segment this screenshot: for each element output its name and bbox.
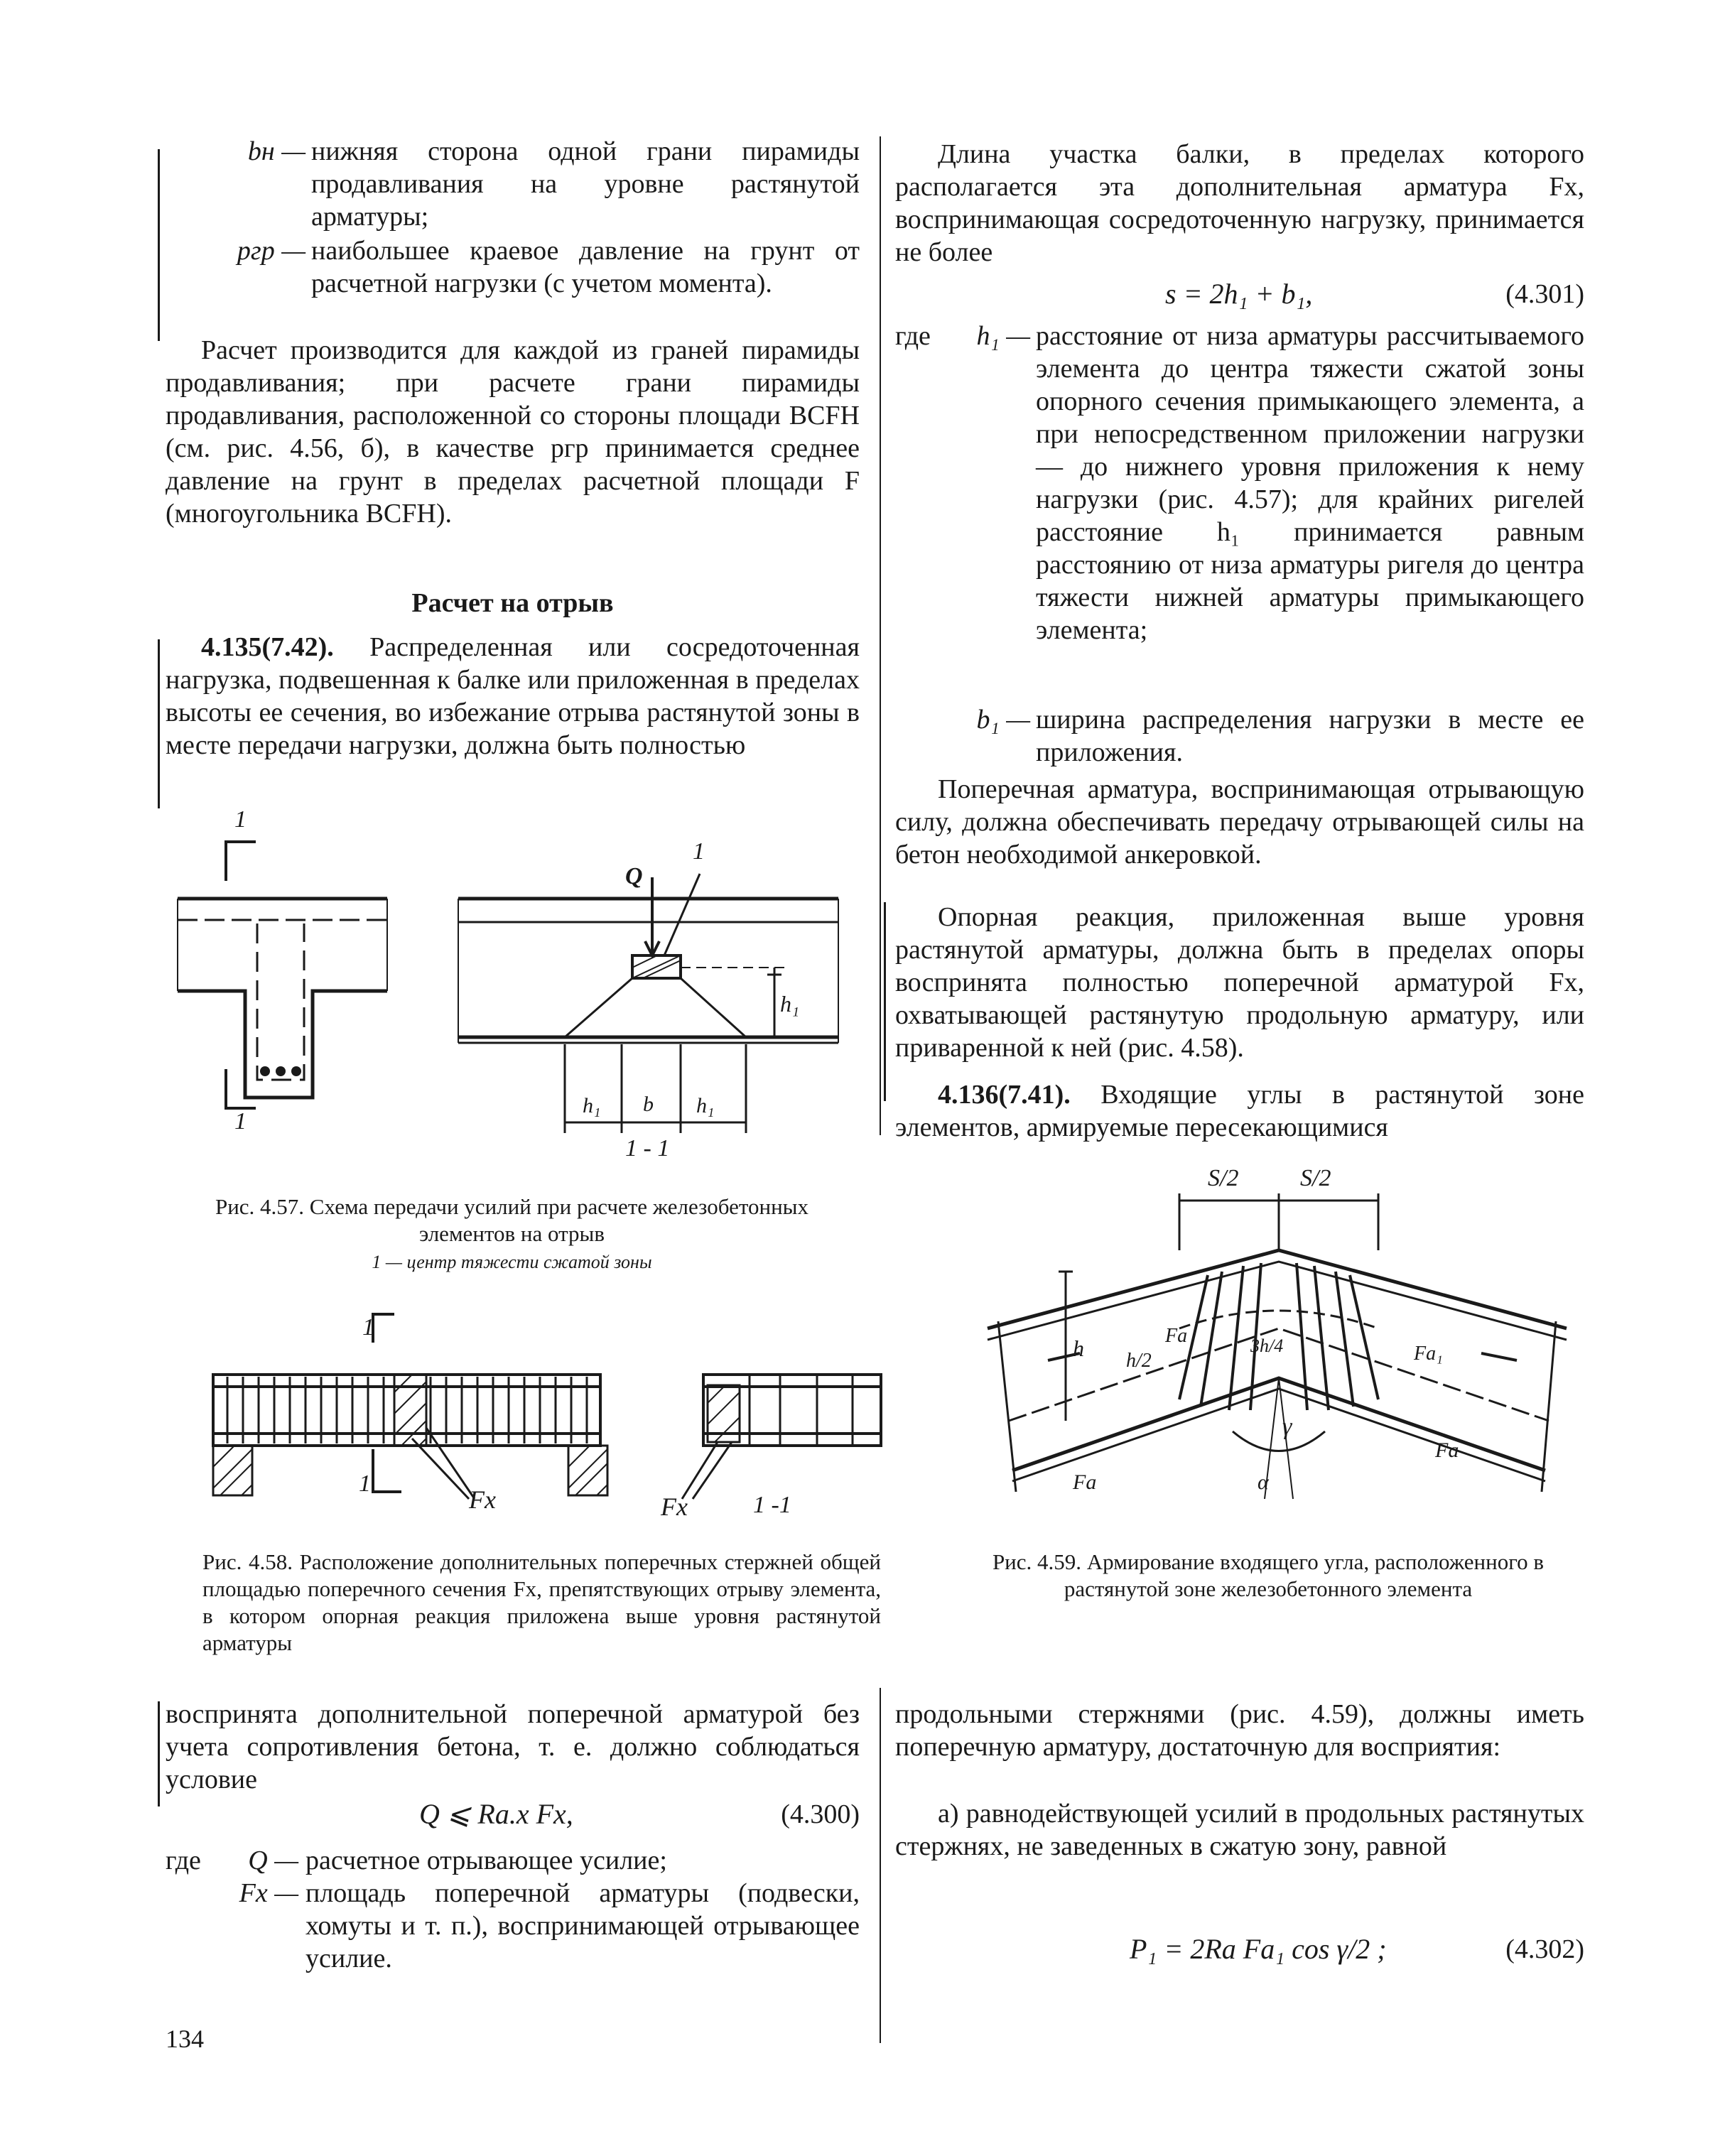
where-label: где bbox=[166, 1846, 201, 1875]
definition-term: Fх — bbox=[239, 1878, 298, 1908]
clause-number: 4.135(7.42). bbox=[201, 632, 334, 662]
formula-4-302: P₁ = 2Rа Fа₁ cos γ/2 ; bbox=[1130, 1933, 1387, 1965]
definition-Fx bbox=[213, 1877, 860, 1983]
definition-bn bbox=[206, 135, 860, 242]
fig457-caption: Рис. 4.57. Схема передачи усилий при расчете железобетонных элементов на отрыв bbox=[215, 1194, 809, 1246]
definition-term: h₁ — bbox=[976, 321, 1030, 351]
definition-text: расчетное отрывающее усилие; bbox=[305, 1846, 667, 1875]
fig459-label-Fa-br: Fa bbox=[1435, 1439, 1459, 1462]
definition-h1 bbox=[952, 320, 1584, 717]
paragraph-transverse: Поперечная арматура, воспринимающая отрывающую силу, должна обеспечивать передачу отрывающей силы на бетон необходимой анкеровкой. bbox=[895, 774, 1584, 870]
fig457-label-h1-right: h₁ bbox=[696, 1094, 715, 1117]
fig457-label-1b: 1 bbox=[234, 1108, 247, 1134]
definition-text: наибольшее краевое давление на грунт от расчетной нагрузки (с учетом момента). bbox=[311, 236, 860, 298]
definition-text: ширина распределения нагрузки в месте ее приложения. bbox=[1036, 705, 1584, 767]
fig459-label-s2-right: S/2 bbox=[1300, 1165, 1331, 1191]
formula-4-301: s = 2h₁ + b₁, bbox=[1165, 278, 1313, 310]
section-heading: Расчет на отрыв bbox=[411, 588, 614, 618]
definition-text: площадь поперечной арматуры (подвески, хомуты и т. п.), воспринимающей отрывающее усилие. bbox=[305, 1878, 860, 1973]
fig458-section: 1 -1 bbox=[753, 1492, 791, 1518]
paragraph-length: Длина участка балки, в пределах которого располагается эта дополнительная арматура Fх, воспринимающая сосредоточенную нагрузку, принимается не более bbox=[895, 139, 1584, 267]
formula-number: (4.300) bbox=[781, 1799, 860, 1829]
fig457-section: 1 - 1 bbox=[625, 1135, 670, 1161]
fig457-label-h1: h₁ bbox=[780, 991, 800, 1017]
definition-term: Q — bbox=[248, 1846, 298, 1875]
page-number: 134 bbox=[166, 2025, 204, 2053]
revision-bar bbox=[158, 639, 160, 808]
fig459-label-s2-left: S/2 bbox=[1208, 1165, 1239, 1191]
definition-term: pгр — bbox=[237, 236, 305, 266]
formula-number: (4.302) bbox=[1505, 1934, 1584, 1964]
fig459-label-h2: h/2 bbox=[1126, 1350, 1152, 1372]
definition-Q bbox=[213, 1844, 860, 1880]
fig459-caption: Рис. 4.59. Армирование входящего угла, расположенного в растянутой зоне железобетонного элемента bbox=[992, 1549, 1545, 1601]
fig459-label-Fa-bl: Fa bbox=[1073, 1470, 1097, 1494]
formula-number: (4.301) bbox=[1505, 279, 1584, 309]
fig458-label-1: 1 bbox=[362, 1314, 374, 1340]
where-label: где bbox=[895, 321, 931, 351]
paragraph-longitudinal: продольными стержнями (рис. 4.59), должны иметь поперечную арматуру, достаточную для восприятия: bbox=[895, 1699, 1584, 1762]
paragraph-condition: воспринята дополнительной поперечной арматурой без учета сопротивления бетона, т. е. должно соблюдаться условие bbox=[166, 1699, 860, 1794]
fig458-label-Fx: Fx bbox=[469, 1485, 496, 1514]
definition-term: b₁ — bbox=[976, 705, 1030, 735]
paragraph-support: Опорная реакция, приложенная выше уровня растянутой арматуры, должна быть в пределах опоры воспринята полностью поперечной арматурой Fх, охватывающей растянутую продольную арматуру, или приваренной к ней (рис. 4.58). bbox=[895, 902, 1584, 1063]
column-rule bbox=[880, 1688, 881, 2043]
clause-4-136 bbox=[895, 1078, 1584, 1144]
column-rule bbox=[880, 136, 881, 1135]
fig458-label-1b: 1 bbox=[359, 1470, 371, 1497]
revision-bar bbox=[158, 149, 160, 341]
fig459-label-Fa1: Fa₁ bbox=[1414, 1343, 1443, 1365]
revision-bar bbox=[884, 902, 886, 1101]
item-a: а) равнодействующей усилий в продольных растянутых стержнях, не заведенных в сжатую зону, равной bbox=[895, 1799, 1584, 1861]
fig457-label-1: 1 bbox=[234, 806, 247, 833]
fig457-legend: 1 — центр тяжести сжатой зоны bbox=[372, 1252, 652, 1272]
definition-term: bн — bbox=[247, 136, 305, 166]
fig459-label-3h4: 3h/4 bbox=[1250, 1336, 1284, 1356]
definition-b1 bbox=[952, 703, 1584, 774]
formula-4-300: Q ⩽ Rа.х Fх, bbox=[419, 1798, 573, 1830]
revision-bar bbox=[158, 1701, 160, 1806]
fig459-label-h: h bbox=[1073, 1336, 1084, 1361]
fig457-label-b: b bbox=[643, 1093, 654, 1116]
fig458-label-Fx-section: Fx bbox=[661, 1493, 688, 1521]
clause-number: 4.136(7.41). bbox=[938, 1080, 1071, 1110]
fig459-label-Fa: Fa bbox=[1165, 1325, 1188, 1347]
clause-text: Входящие углы в растянутой зоне элементов, армируемые пересекающимися bbox=[895, 1080, 1584, 1142]
fig459-label-gamma: γ bbox=[1282, 1414, 1292, 1440]
fig457-label-Q: Q bbox=[625, 863, 643, 889]
definition-pgr bbox=[206, 234, 860, 341]
fig457-label-h1-left: h₁ bbox=[583, 1094, 601, 1117]
clause-text: Распределенная или сосредоточенная нагрузка, подвешенная к балке или приложенная в пределах высоты ее сечения, во избежание отрыва растянутой зоны в месте передачи нагрузки, должна быть полностью bbox=[166, 632, 860, 760]
clause-4-135 bbox=[166, 631, 860, 762]
fig457-label-1c: 1 bbox=[693, 838, 705, 865]
section-marker bbox=[226, 842, 256, 881]
definition-text: расстояние от низа арматуры рассчитываемого элемента до центра тяжести сжатой зоны опорного сечения примыкающего элемента, а при непосредственном приложении нагрузки — до нижнего уровня приложения к нему нагрузки (рис. 4.57); для крайних ригелей расстояние h₁ принимается равным расстоянию от низа арматуры ригеля до центра тяжести нижней арматуры примыкающего элемента; bbox=[1036, 321, 1584, 645]
definition-text: нижняя сторона одной грани пирамиды продавливания на уровне растянутой арматуры; bbox=[311, 136, 860, 232]
paragraph-calculation: Расчет производится для каждой из граней пирамиды продавливания; при расчете грани пирамиды продавливания, расположенной со стороны площади BCFH (см. рис. 4.56, б), в качестве pгр принимается среднее давление на грунт в пределах расчетной площади F (многоугольника BCFH). bbox=[166, 335, 860, 529]
fig459-label-alpha: α bbox=[1257, 1470, 1269, 1494]
fig458-caption: Рис. 4.58. Расположение дополнительных поперечных стержней общей площадью поперечного сечения Fх, препятствующих отрыву элемента, в котором опорная реакция приложена выше уровня растянутой арматуры bbox=[202, 1549, 881, 1655]
